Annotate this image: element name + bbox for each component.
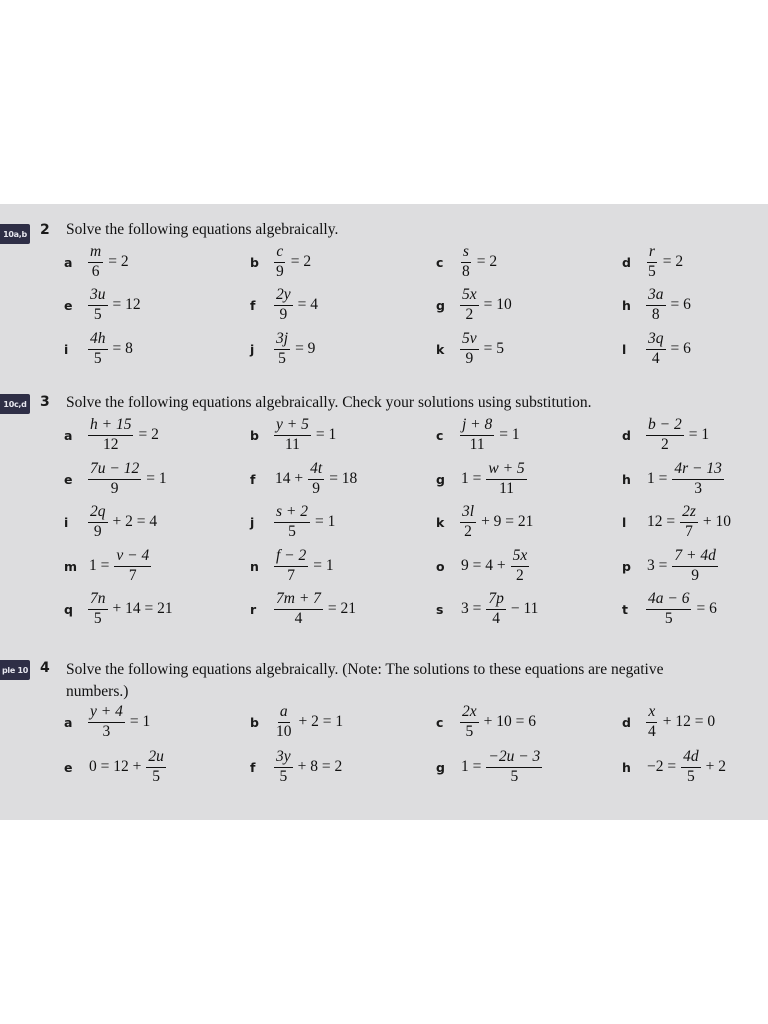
fraction-numerator: x xyxy=(646,704,657,722)
fraction xyxy=(274,417,311,453)
fraction-numerator: h + 15 xyxy=(88,417,133,435)
fraction xyxy=(511,548,530,584)
equation xyxy=(644,244,686,280)
exercise-item xyxy=(436,589,541,629)
fraction-denominator: 5 xyxy=(664,609,673,627)
equation xyxy=(86,591,176,627)
equation xyxy=(458,244,500,280)
equation xyxy=(272,331,318,367)
fraction-numerator: 5v xyxy=(460,331,479,349)
fraction-denominator: 8 xyxy=(462,262,470,280)
fraction-numerator: 4a − 6 xyxy=(646,591,691,609)
equation-term: + 10 = 6 xyxy=(483,713,536,730)
equation xyxy=(86,548,153,584)
item-label: d xyxy=(622,714,631,730)
fraction-denominator: 2 xyxy=(516,566,524,584)
fraction xyxy=(460,417,494,453)
fraction-numerator: 4d xyxy=(681,749,701,767)
item-label: b xyxy=(250,254,259,270)
exercise-item xyxy=(64,589,176,629)
item-label: h xyxy=(622,471,631,487)
item-label: c xyxy=(436,714,444,730)
item-label: m xyxy=(64,558,78,574)
equation xyxy=(644,331,694,367)
equation xyxy=(272,704,346,740)
exercise-item xyxy=(436,415,523,455)
item-label: e xyxy=(64,297,73,313)
equation-term: = 9 xyxy=(295,340,316,357)
item-label: a xyxy=(64,254,73,270)
exercise-item xyxy=(64,285,144,325)
fraction-numerator: j + 8 xyxy=(460,417,494,435)
equation-term: −2 = xyxy=(647,758,677,775)
item-label: g xyxy=(436,471,445,487)
item-label: c xyxy=(436,427,444,443)
equation xyxy=(272,417,339,453)
fraction-numerator: s xyxy=(461,244,471,262)
item-label: d xyxy=(622,254,631,270)
fraction-denominator: 5 xyxy=(93,609,102,627)
fraction-numerator: s + 2 xyxy=(274,504,310,522)
equation-term: = 1 xyxy=(688,426,710,443)
exercise-item xyxy=(436,747,544,787)
equation xyxy=(458,591,541,627)
fraction-denominator: 7 xyxy=(287,566,296,584)
equation-term: = 18 xyxy=(329,470,358,487)
exercise-item xyxy=(436,702,539,742)
fraction xyxy=(88,704,125,740)
exercise-item xyxy=(250,747,345,787)
fraction-denominator: 7 xyxy=(685,522,693,540)
equation-term: = 2 xyxy=(476,253,498,270)
exercise-item xyxy=(436,459,529,499)
equation-term: + 10 xyxy=(702,513,732,530)
equation-term: + 14 = 21 xyxy=(112,600,173,617)
equation xyxy=(644,591,720,627)
equation-term: = 6 xyxy=(670,340,691,357)
equation xyxy=(644,749,729,785)
exercise-item xyxy=(64,415,162,455)
equation-term: 1 = xyxy=(461,470,482,487)
item-label: a xyxy=(64,714,73,730)
equation-term: = 2 xyxy=(108,253,129,270)
equation xyxy=(458,417,523,453)
fraction-numerator: 5x xyxy=(511,548,530,566)
equation-term: = 2 xyxy=(290,253,312,270)
fraction-numerator: c xyxy=(274,244,285,262)
equation-term: = 1 xyxy=(315,513,336,530)
fraction xyxy=(460,287,479,323)
exercise-panel xyxy=(0,204,768,820)
exercise-item xyxy=(622,546,720,586)
fraction-denominator: 5 xyxy=(465,722,474,740)
item-label: f xyxy=(250,471,256,487)
equation xyxy=(458,548,531,584)
exercise-item xyxy=(64,242,132,282)
equation xyxy=(644,287,694,323)
equation-term: − 11 xyxy=(510,600,539,617)
item-label: f xyxy=(250,759,256,775)
equation-term: + 2 xyxy=(705,758,726,775)
equation-term: = 6 xyxy=(696,600,717,617)
item-label: b xyxy=(250,714,259,730)
fraction xyxy=(274,504,310,540)
question-number: 4 xyxy=(40,660,50,676)
equation-term: = 5 xyxy=(483,340,505,357)
equation-term: = 4 xyxy=(297,296,319,313)
fraction xyxy=(274,591,323,627)
equation xyxy=(86,749,168,785)
example-reference-tag: ple 10 xyxy=(0,660,30,680)
fraction xyxy=(486,461,526,497)
equation xyxy=(86,331,136,367)
equation-term: 14 + xyxy=(275,470,304,487)
fraction-numerator: b − 2 xyxy=(646,417,684,435)
exercise-item xyxy=(64,459,170,499)
exercise-item xyxy=(250,702,346,742)
exercise-item xyxy=(622,285,694,325)
fraction-numerator: y + 4 xyxy=(88,704,125,722)
item-label: k xyxy=(436,341,445,357)
question-instruction: Solve the following equations algebraically. xyxy=(66,221,339,238)
exercise-item xyxy=(622,502,734,542)
fraction-numerator: a xyxy=(278,704,290,722)
fraction-denominator: 5 xyxy=(278,349,286,367)
fraction-denominator: 8 xyxy=(651,305,660,323)
equation-term: + 12 = 0 xyxy=(662,713,716,730)
equation-term: = 1 xyxy=(129,713,151,730)
fraction xyxy=(88,417,133,453)
equation xyxy=(458,331,507,367)
equation xyxy=(272,504,338,540)
fraction-denominator: 9 xyxy=(110,479,119,497)
equation-term: 1 = xyxy=(647,470,668,487)
fraction-denominator: 4 xyxy=(648,722,656,740)
item-label: d xyxy=(622,427,631,443)
fraction-denominator: 5 xyxy=(279,767,288,785)
fraction-numerator: 5x xyxy=(460,287,479,305)
equation xyxy=(86,417,162,453)
equation-term: = 10 xyxy=(483,296,512,313)
fraction xyxy=(680,504,698,540)
equation xyxy=(458,287,515,323)
fraction-numerator: 3y xyxy=(274,749,293,767)
fraction-numerator: 2z xyxy=(680,504,698,522)
fraction-denominator: 2 xyxy=(464,522,472,540)
exercise-item xyxy=(250,242,314,282)
fraction-numerator: 7 + 4d xyxy=(672,548,717,566)
equation xyxy=(86,504,160,540)
fraction-numerator: 7u − 12 xyxy=(88,461,141,479)
equation-term: + 9 = 21 xyxy=(481,513,534,530)
exercise-item xyxy=(250,285,321,325)
fraction-denominator: 5 xyxy=(686,767,695,785)
exercise-item xyxy=(622,415,712,455)
fraction-numerator: 7p xyxy=(486,591,506,609)
equation-term: + 2 = 4 xyxy=(112,513,158,530)
exercise-item xyxy=(250,415,339,455)
exercise-item xyxy=(64,502,160,542)
item-label: h xyxy=(622,759,631,775)
item-label: i xyxy=(64,341,69,357)
exercise-item xyxy=(436,329,507,369)
fraction xyxy=(672,461,724,497)
item-label: f xyxy=(250,297,256,313)
equation-term: 1 = xyxy=(89,557,110,574)
fraction-numerator: 4h xyxy=(88,331,108,349)
fraction xyxy=(88,244,103,280)
fraction-denominator: 5 xyxy=(93,349,102,367)
item-label: j xyxy=(250,514,255,530)
fraction xyxy=(460,504,476,540)
equation xyxy=(272,749,345,785)
item-label: q xyxy=(64,601,73,617)
fraction-numerator: 3a xyxy=(646,287,666,305)
exercise-item xyxy=(64,329,136,369)
example-reference-tag: 10a,b xyxy=(0,224,30,244)
equation xyxy=(272,548,337,584)
fraction-numerator: w + 5 xyxy=(486,461,526,479)
fraction-denominator: 11 xyxy=(284,435,300,453)
fraction-numerator: y + 5 xyxy=(274,417,311,435)
item-label: p xyxy=(622,558,631,574)
equation xyxy=(644,504,734,540)
equation xyxy=(458,749,544,785)
fraction-denominator: 2 xyxy=(465,305,474,323)
fraction-denominator: 5 xyxy=(152,767,160,785)
equation-term: = 1 xyxy=(146,470,167,487)
fraction-denominator: 9 xyxy=(465,349,474,367)
fraction xyxy=(646,704,658,740)
fraction xyxy=(308,461,324,497)
fraction xyxy=(646,244,658,280)
fraction xyxy=(646,287,666,323)
fraction-denominator: 9 xyxy=(93,522,102,540)
equation xyxy=(272,287,321,323)
item-label: o xyxy=(436,558,445,574)
question-instruction: Solve the following equations algebraically. (Note: The solutions to these equations are negative numbers.) xyxy=(66,661,664,700)
fraction-numerator: v − 4 xyxy=(114,548,151,566)
fraction xyxy=(681,749,701,785)
exercise-item xyxy=(436,502,536,542)
exercise-item xyxy=(250,546,337,586)
exercise-item xyxy=(622,242,686,282)
exercise-item xyxy=(64,702,153,742)
fraction-numerator: r xyxy=(647,244,657,262)
fraction-numerator: 3q xyxy=(646,331,666,349)
fraction xyxy=(88,331,108,367)
fraction-numerator: 2x xyxy=(460,704,479,722)
equation-term: = 1 xyxy=(315,426,337,443)
equation xyxy=(644,461,726,497)
exercise-item xyxy=(436,285,515,325)
fraction-numerator: 3l xyxy=(460,504,476,522)
fraction xyxy=(646,331,666,367)
exercise-item xyxy=(622,329,694,369)
exercise-item xyxy=(250,589,359,629)
equation xyxy=(272,591,359,627)
fraction xyxy=(146,749,166,785)
equation-term: 9 = 4 + xyxy=(461,557,506,574)
fraction-denominator: 5 xyxy=(93,305,102,323)
equation xyxy=(458,461,529,497)
fraction-numerator: 3j xyxy=(274,331,290,349)
item-label: b xyxy=(250,427,259,443)
equation-term: 3 = xyxy=(647,557,668,574)
fraction xyxy=(274,749,293,785)
equation-term: = 6 xyxy=(670,296,691,313)
fraction-numerator: 4t xyxy=(308,461,324,479)
fraction xyxy=(460,331,479,367)
exercise-item xyxy=(250,502,338,542)
fraction-numerator: 2u xyxy=(146,749,166,767)
item-label: c xyxy=(436,254,444,270)
equation-term: = 2 xyxy=(138,426,159,443)
equation-term: = 12 xyxy=(112,296,141,313)
fraction xyxy=(486,749,542,785)
exercise-item xyxy=(622,459,726,499)
fraction-denominator: 4 xyxy=(651,349,660,367)
fraction xyxy=(88,504,108,540)
equation-term: 12 = xyxy=(647,513,676,530)
item-label: t xyxy=(622,601,628,617)
example-reference-tag: 10c,d xyxy=(0,394,30,414)
item-label: l xyxy=(622,341,627,357)
equation xyxy=(272,244,314,280)
fraction xyxy=(88,287,108,323)
item-label: l xyxy=(622,514,627,530)
exercise-item xyxy=(64,546,153,586)
equation-term: + 8 = 2 xyxy=(297,758,343,775)
fraction-numerator: 2y xyxy=(274,287,293,305)
item-label: a xyxy=(64,427,73,443)
fraction-denominator: 5 xyxy=(648,262,656,280)
fraction-numerator: 2q xyxy=(88,504,108,522)
fraction xyxy=(274,704,294,740)
item-label: j xyxy=(250,341,255,357)
equation xyxy=(86,461,170,497)
exercise-item xyxy=(250,329,318,369)
fraction xyxy=(460,244,472,280)
item-label: r xyxy=(250,601,257,617)
fraction xyxy=(274,287,293,323)
equation xyxy=(458,704,539,740)
item-label: e xyxy=(64,759,73,775)
equation xyxy=(644,704,718,740)
equation xyxy=(86,244,132,280)
item-label: k xyxy=(436,514,445,530)
equation xyxy=(458,504,536,540)
exercise-item xyxy=(622,589,720,629)
fraction xyxy=(274,548,308,584)
exercise-item xyxy=(436,242,500,282)
exercise-item xyxy=(622,702,718,742)
item-label: h xyxy=(622,297,631,313)
equation-term: = 8 xyxy=(112,340,133,357)
item-label: g xyxy=(436,759,445,775)
fraction xyxy=(114,548,151,584)
fraction-denominator: 11 xyxy=(469,435,485,453)
fraction-denominator: 4 xyxy=(294,609,303,627)
item-label: e xyxy=(64,471,73,487)
question-number: 3 xyxy=(40,394,50,410)
equation-term: 3 = xyxy=(461,600,482,617)
fraction-numerator: −2u − 3 xyxy=(486,749,542,767)
fraction-denominator: 12 xyxy=(102,435,119,453)
exercise-item xyxy=(436,546,531,586)
fraction-numerator: 4r − 13 xyxy=(672,461,724,479)
equation xyxy=(272,461,360,497)
exercise-item xyxy=(64,747,168,787)
fraction-denominator: 3 xyxy=(102,722,111,740)
question-instruction: Solve the following equations algebraically. Check your solutions using substitution. xyxy=(66,394,592,411)
item-label: s xyxy=(436,601,444,617)
item-label: n xyxy=(250,558,259,574)
fraction-numerator: m xyxy=(88,244,103,262)
equation-term: = 2 xyxy=(662,253,684,270)
fraction xyxy=(88,461,141,497)
fraction-denominator: 7 xyxy=(128,566,137,584)
fraction-denominator: 3 xyxy=(694,479,702,497)
fraction-denominator: 9 xyxy=(691,566,699,584)
fraction-denominator: 11 xyxy=(499,479,514,497)
fraction xyxy=(460,704,479,740)
fraction-denominator: 9 xyxy=(276,262,284,280)
equation-term: = 21 xyxy=(327,600,357,617)
fraction-numerator: 3u xyxy=(88,287,108,305)
equation-term: 0 = 12 + xyxy=(89,758,142,775)
exercise-item xyxy=(250,459,360,499)
equation xyxy=(644,548,720,584)
fraction-denominator: 5 xyxy=(510,767,519,785)
fraction xyxy=(646,591,691,627)
equation-term: = 1 xyxy=(499,426,520,443)
fraction-denominator: 2 xyxy=(660,435,669,453)
equation xyxy=(644,417,712,453)
equation-term: + 2 = 1 xyxy=(298,713,344,730)
equation xyxy=(86,287,144,323)
fraction xyxy=(274,244,286,280)
item-label: g xyxy=(436,297,445,313)
fraction-denominator: 10 xyxy=(276,722,292,740)
equation xyxy=(86,704,153,740)
fraction-denominator: 5 xyxy=(288,522,296,540)
fraction-denominator: 9 xyxy=(279,305,288,323)
fraction xyxy=(486,591,506,627)
question-number: 2 xyxy=(40,222,50,238)
fraction xyxy=(672,548,717,584)
fraction-numerator: 7m + 7 xyxy=(274,591,323,609)
exercise-item xyxy=(622,747,729,787)
fraction xyxy=(646,417,684,453)
equation-term: 1 = xyxy=(461,758,482,775)
fraction-denominator: 6 xyxy=(91,262,100,280)
fraction-numerator: f − 2 xyxy=(274,548,308,566)
equation-term: = 1 xyxy=(313,557,334,574)
fraction-denominator: 4 xyxy=(492,609,500,627)
fraction-numerator: 7n xyxy=(88,591,108,609)
item-label: i xyxy=(64,514,69,530)
fraction-denominator: 9 xyxy=(312,479,321,497)
fraction xyxy=(88,591,108,627)
fraction xyxy=(274,331,290,367)
